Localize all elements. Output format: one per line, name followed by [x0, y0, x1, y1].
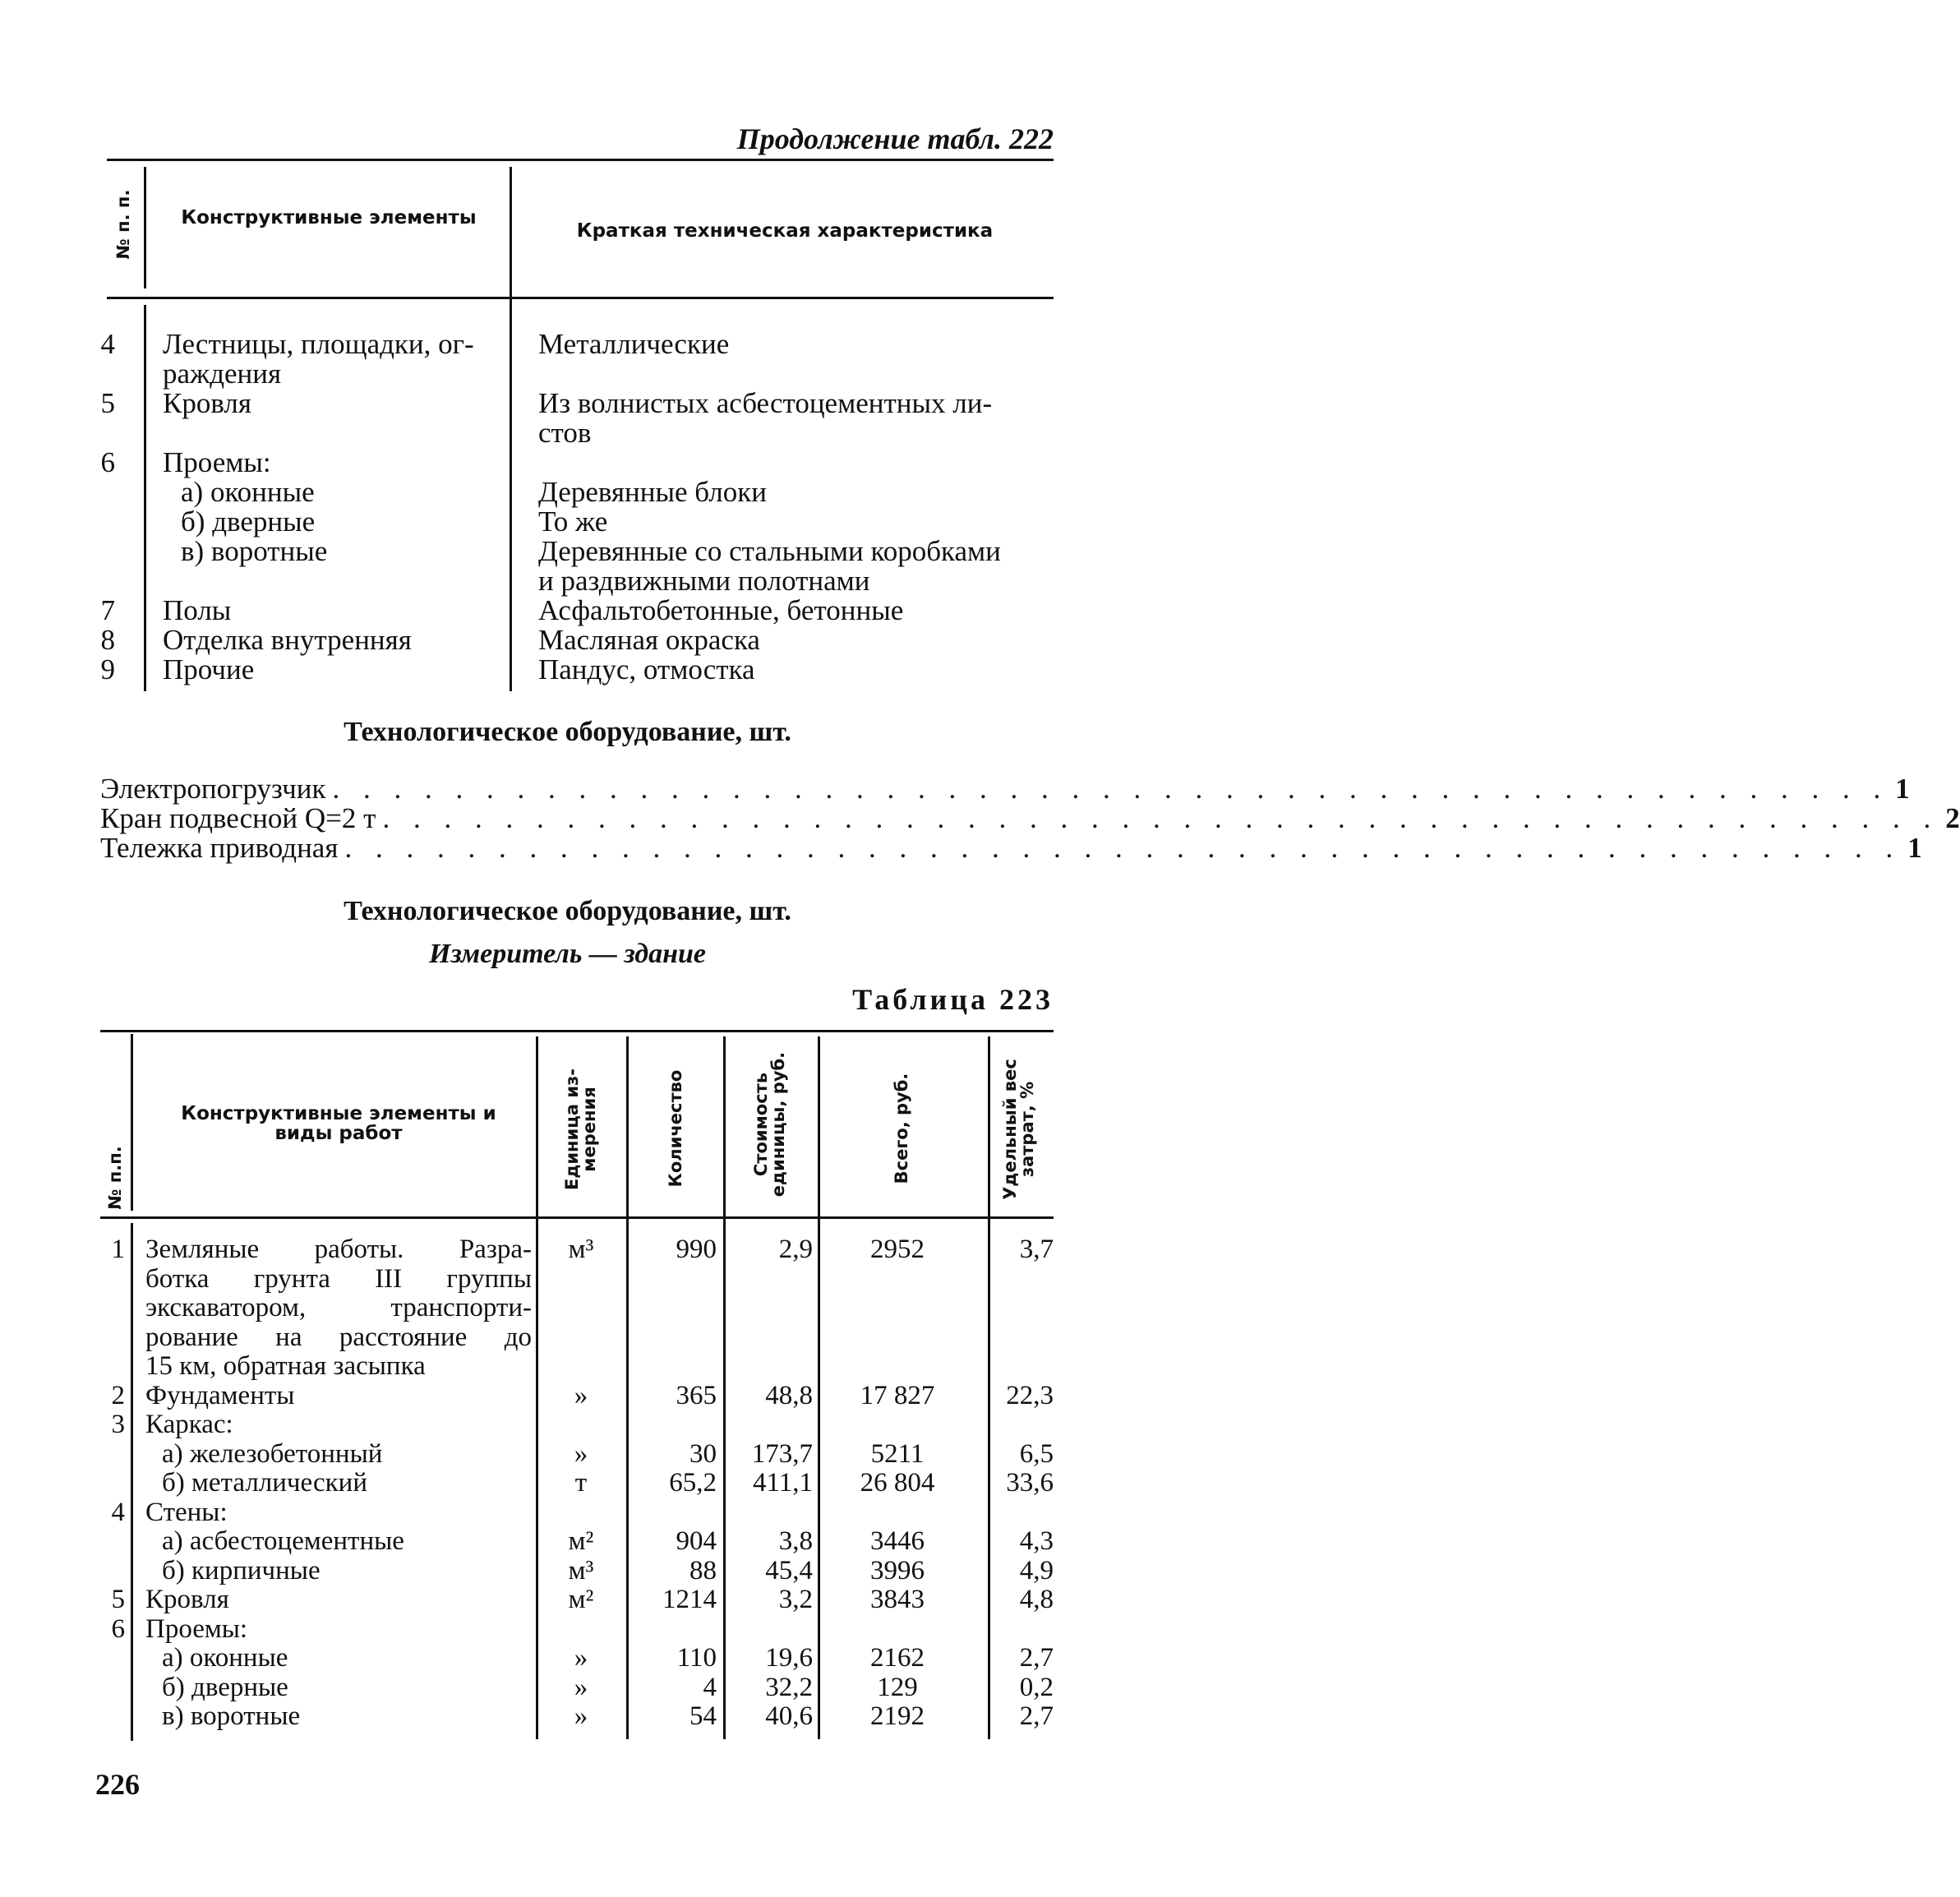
cell-quantity: 88 — [689, 1555, 717, 1585]
cell-unit-cost: 45,4 — [765, 1555, 813, 1585]
cell-quantity: 4 — [703, 1672, 717, 1702]
element-text: раждения — [163, 358, 282, 390]
cell-unit-cost: 3,8 — [778, 1526, 813, 1556]
header-share: Удельный вес затрат, % — [1000, 1059, 1037, 1200]
cell-unit-cost: 2,9 — [778, 1235, 813, 1264]
cell-share: 0,2 — [1019, 1672, 1054, 1702]
element-text: а) железобетонный — [162, 1438, 383, 1469]
element-text: б) дверные — [181, 505, 316, 538]
leader-dots: . . . . . . . . . . . . . . . . . . . . . . . . . . . . . . . . . . . . . . . . . . . . . . . . . . . — [344, 832, 1902, 864]
header-num-223: № п.п. — [105, 1146, 125, 1210]
row-number: 5 — [100, 387, 115, 419]
description-text: Асфальтобетонные, бетонные — [538, 594, 904, 626]
cell-quantity: 990 — [676, 1235, 717, 1264]
element-text: Кровля — [145, 1585, 229, 1614]
description-text: Деревянные со стальными коробками — [538, 535, 1001, 567]
cell-unit: т — [574, 1468, 588, 1498]
equipment-row — [100, 802, 1960, 834]
row-number: 9 — [100, 653, 115, 685]
cell-quantity: 110 — [676, 1643, 717, 1673]
row-number: 6 — [111, 1613, 125, 1644]
header-total: Всего, руб. — [892, 1073, 911, 1184]
element-text: в) воротные — [162, 1701, 301, 1731]
cell-quantity: 30 — [689, 1438, 717, 1469]
description-text: стов — [538, 417, 592, 449]
row-number: 5 — [111, 1585, 125, 1614]
element-text: Проемы: — [163, 446, 271, 478]
header-unit: Единица из-мерения — [562, 1069, 599, 1190]
equipment-value: 2 — [1945, 802, 1960, 834]
description-text: Деревянные блоки — [538, 476, 767, 508]
table-label: Таблица 223 — [852, 983, 1054, 1016]
cell-share: 4,8 — [1019, 1585, 1054, 1614]
equipment-value: 1 — [1907, 832, 1922, 864]
cell-total: 17 827 — [860, 1380, 935, 1410]
cell-quantity: 904 — [676, 1526, 717, 1556]
cell-unit-cost: 173,7 — [751, 1438, 813, 1469]
element-text: а) асбестоцементные — [162, 1526, 404, 1556]
table-222 — [100, 159, 1054, 693]
cell-unit: » — [574, 1380, 588, 1410]
row-number: 4 — [100, 328, 115, 360]
cell-share: 4,3 — [1019, 1526, 1054, 1556]
row-number: 3 — [111, 1410, 125, 1439]
header-num: № п. п. — [113, 189, 133, 260]
cell-share: 3,7 — [1019, 1235, 1054, 1264]
header-elements-223: Конструктивные элементы и виды работ — [181, 1103, 496, 1145]
cell-total: 3843 — [870, 1585, 925, 1614]
element-text: Лестницы, площадки, ог- — [163, 328, 474, 360]
header-characteristic: Краткая техническая характеристика — [576, 220, 994, 242]
cell-share: 6,5 — [1019, 1438, 1054, 1469]
cell-unit: » — [574, 1701, 588, 1731]
description-text: Металлические — [538, 328, 730, 360]
element-text: Проемы: — [145, 1613, 248, 1644]
header-elements: Конструктивные элементы — [181, 207, 477, 228]
equipment-row — [100, 773, 1910, 805]
element-text: Полы — [163, 594, 232, 626]
element-text: Фундаменты — [145, 1380, 295, 1410]
cell-share: 4,9 — [1019, 1555, 1054, 1585]
row-number: 7 — [100, 594, 115, 626]
row-number: 4 — [111, 1497, 125, 1527]
cell-quantity: 54 — [689, 1701, 717, 1731]
cell-unit: » — [574, 1438, 588, 1469]
equipment-title: Технологическое оборудование, шт. — [344, 717, 791, 747]
row-number: 2 — [111, 1380, 125, 1410]
cell-total: 26 804 — [860, 1468, 935, 1498]
cell-share: 33,6 — [1006, 1468, 1054, 1498]
element-text: Прочие — [163, 653, 255, 685]
element-text: б) кирпичные — [162, 1555, 321, 1585]
cell-unit: м² — [568, 1585, 594, 1614]
cell-total: 3996 — [870, 1555, 925, 1585]
cell-unit-cost: 48,8 — [765, 1380, 813, 1410]
description-text: Пандус, отмостка — [538, 653, 755, 685]
description-text: Масляная окраска — [538, 624, 760, 656]
cell-quantity: 365 — [676, 1380, 717, 1410]
element-text: б) дверные — [162, 1672, 288, 1702]
continuation-title: Продолжение табл. 222 — [736, 122, 1054, 155]
cell-unit-cost: 411,1 — [752, 1468, 813, 1498]
cell-quantity: 65,2 — [669, 1468, 717, 1498]
element-text: рование на расстояние до — [145, 1322, 532, 1352]
cell-unit-cost: 3,2 — [778, 1585, 813, 1614]
equipment-row — [100, 832, 1922, 864]
cell-unit-cost: 40,6 — [765, 1701, 813, 1731]
element-text: Земляные работы. Разра- — [145, 1235, 532, 1264]
cell-total: 2162 — [870, 1643, 925, 1673]
leader-dots: . . . . . . . . . . . . . . . . . . . . . . . . . . . . . . . . . . . . . . . . . . . . . . . . . . . — [382, 802, 1939, 834]
cell-total: 2952 — [870, 1235, 925, 1264]
cell-total: 129 — [877, 1672, 918, 1702]
cell-total: 3446 — [870, 1526, 925, 1556]
header-qty: Количество — [666, 1069, 685, 1188]
description-text: и раздвижными полотнами — [538, 565, 870, 597]
cell-share: 2,7 — [1019, 1643, 1054, 1673]
element-text: 15 км, обратная засыпка — [145, 1351, 426, 1381]
cell-unit: » — [574, 1643, 588, 1673]
element-text: в) воротные — [181, 535, 328, 567]
element-text: Отделка внутренняя — [163, 624, 412, 656]
equipment-name: Кран подвесной Q=2 т — [100, 802, 376, 834]
element-text: а) оконные — [181, 476, 315, 508]
cell-share: 22,3 — [1006, 1380, 1054, 1410]
element-text: Каркас: — [145, 1410, 233, 1439]
element-text: Кровля — [163, 387, 251, 419]
cell-total: 5211 — [870, 1438, 925, 1469]
equipment-value: 1 — [1895, 773, 1910, 805]
element-text: ботка грунта III группы — [145, 1263, 532, 1294]
row-number: 6 — [100, 446, 115, 478]
element-text: экскаватором, транспорти- — [145, 1293, 532, 1322]
cell-total: 2192 — [870, 1701, 925, 1731]
cell-unit: м³ — [568, 1235, 594, 1264]
cell-unit: м² — [568, 1526, 594, 1556]
table-223 — [100, 1030, 1054, 1745]
row-number: 1 — [111, 1235, 125, 1264]
equipment-title-2: Технологическое оборудование, шт. — [344, 896, 791, 926]
measure-label: Измеритель — здание — [429, 939, 706, 969]
equipment-name: Тележка приводная — [100, 832, 339, 864]
cell-unit-cost: 19,6 — [765, 1643, 813, 1673]
cell-unit: м³ — [568, 1555, 594, 1585]
page-number: 226 — [95, 1768, 140, 1801]
equipment-name: Электропогрузчик — [100, 773, 326, 805]
description-text: То же — [538, 505, 608, 538]
element-text: Стены: — [145, 1497, 228, 1527]
cell-share: 2,7 — [1019, 1701, 1054, 1731]
cell-unit-cost: 32,2 — [765, 1672, 813, 1702]
cell-unit: » — [574, 1672, 588, 1702]
leader-dots: . . . . . . . . . . . . . . . . . . . . . . . . . . . . . . . . . . . . . . . . . . . . . . . . . . . — [332, 773, 1889, 805]
row-number: 8 — [100, 624, 115, 656]
description-text: Из волнистых асбестоцементных ли- — [538, 387, 993, 419]
cell-quantity: 1214 — [662, 1585, 717, 1614]
header-unit-cost: Стоимость единицы, руб. — [751, 1051, 788, 1198]
element-text: б) металлический — [162, 1468, 367, 1498]
element-text: а) оконные — [162, 1643, 288, 1673]
